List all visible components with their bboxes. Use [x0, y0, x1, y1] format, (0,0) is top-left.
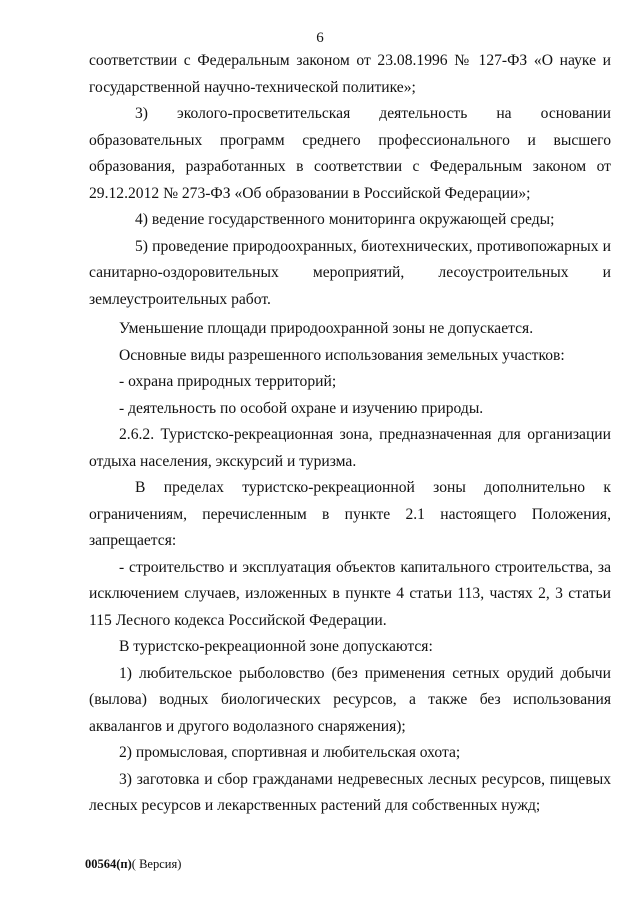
page-number: 6 [316, 30, 324, 46]
paragraph-item-3: 3) эколого-просветительская деятельность на основании образовательных программ среднего профессионального и высшего образования, разработанных в соответствии с Федеральным законом от 29.12.2012 № 273-ФЗ «Об образовании в Российской Федерации»; [89, 105, 611, 202]
paragraph-area-reduction: Уменьшение площади природоохранной зоны не допускается. [119, 320, 534, 337]
document-body [89, 48, 611, 820]
paragraph-allowed-heading: В туристско-рекреационной зоне допускаются: [119, 638, 433, 655]
paragraph-item-harvesting: 3) заготовка и сбор гражданами недревесных лесных ресурсов, пищевых лесных ресурсов и лекарственных растений для собственных нужд; [89, 770, 611, 814]
paragraph-item-4: 4) ведение государственного мониторинга окружающей среды; [135, 211, 555, 228]
section-heading-2-6-2: 2.6.2. Туристско-рекреационная зона, предназначенная для организации отдыха населения, экскурсий и туризма. [89, 426, 611, 470]
paragraph-item-5: 5) проведение природоохранных, биотехнических, противопожарных и санитарно-оздоровительных мероприятий, лесоустроительных и землеустроительных работ. [89, 237, 611, 308]
document-code: 00564(п) [85, 857, 132, 871]
document-footer [85, 857, 181, 872]
document-version: ( Версия) [131, 857, 182, 871]
paragraph-continuation: соответствии с Федеральным законом от 23.08.1996 № 127-ФЗ «О науке и государственной научно-технической политике»; [89, 52, 611, 96]
paragraph-item-hunting: 2) промысловая, спортивная и любительская охота; [119, 744, 461, 761]
paragraph-restrictions: В пределах туристско-рекреационной зоны дополнительно к ограничениям, перечисленным в пункте 2.1 настоящего Положения, запрещается: [89, 479, 611, 549]
list-item-nature-protection: - охрана природных территорий; [119, 373, 337, 390]
list-item-construction: - строительство и эксплуатация объектов капитального строительства, за исключением случаев, изложенных в пункте 4 статьи 113, частях 2, 3 статьи 115 Лесного кодекса Российской Федерации. [89, 558, 611, 629]
paragraph-permitted-uses: Основные виды разрешенного использования земельных участков: [119, 346, 565, 364]
paragraph-item-fishing: 1) любительское рыболовство (без применения сетных орудий добычи (вылова) водных биологических ресурсов, а также без использования аквалангов и другого водолазного снаряжения); [89, 664, 611, 735]
list-item-special-protection: - деятельность по особой охране и изучению природы. [119, 399, 484, 417]
